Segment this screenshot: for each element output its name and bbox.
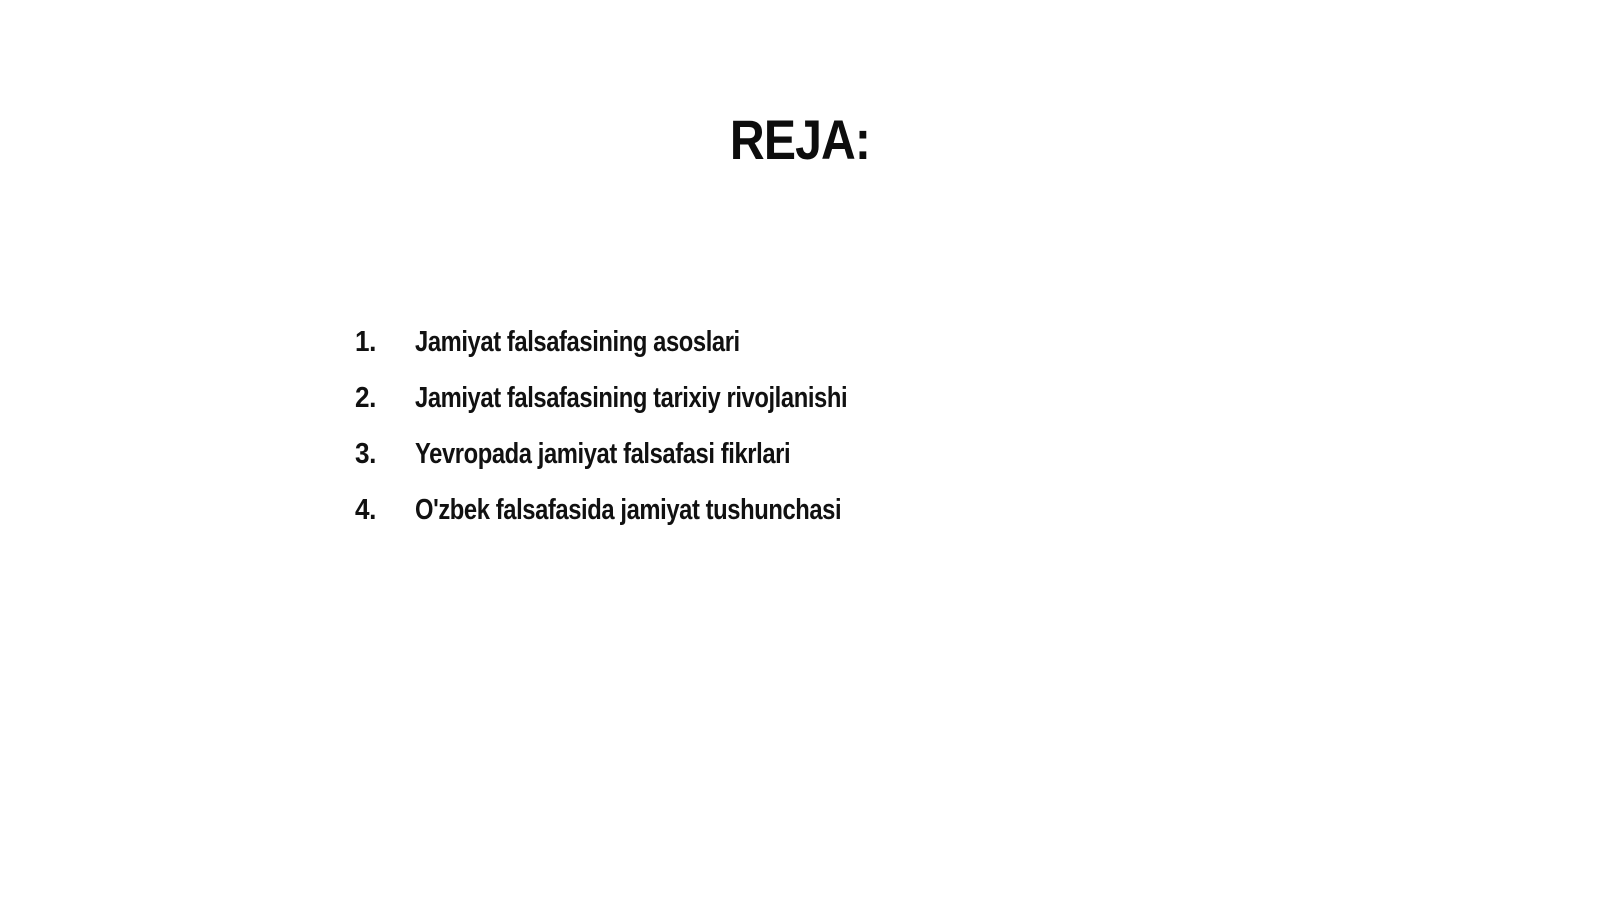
plan-item-text: Jamiyat falsafasining tarixiy rivojlanishi bbox=[415, 382, 848, 414]
slide-title: REJA: bbox=[729, 108, 871, 171]
plan-item-number: 2. bbox=[355, 382, 376, 414]
plan-list bbox=[355, 326, 942, 550]
plan-item-text: Jamiyat falsafasining asoslari bbox=[415, 326, 740, 358]
plan-item-number: 4. bbox=[355, 494, 376, 526]
plan-item-text: Yevropada jamiyat falsafasi fikrlari bbox=[415, 438, 791, 470]
plan-item-number: 1. bbox=[355, 326, 376, 358]
plan-item bbox=[355, 494, 942, 550]
plan-item-text: O'zbek falsafasida jamiyat tushunchasi bbox=[415, 494, 842, 526]
plan-item bbox=[355, 326, 942, 382]
plan-item bbox=[355, 438, 942, 494]
plan-item bbox=[355, 382, 942, 438]
plan-item-number: 3. bbox=[355, 438, 376, 470]
